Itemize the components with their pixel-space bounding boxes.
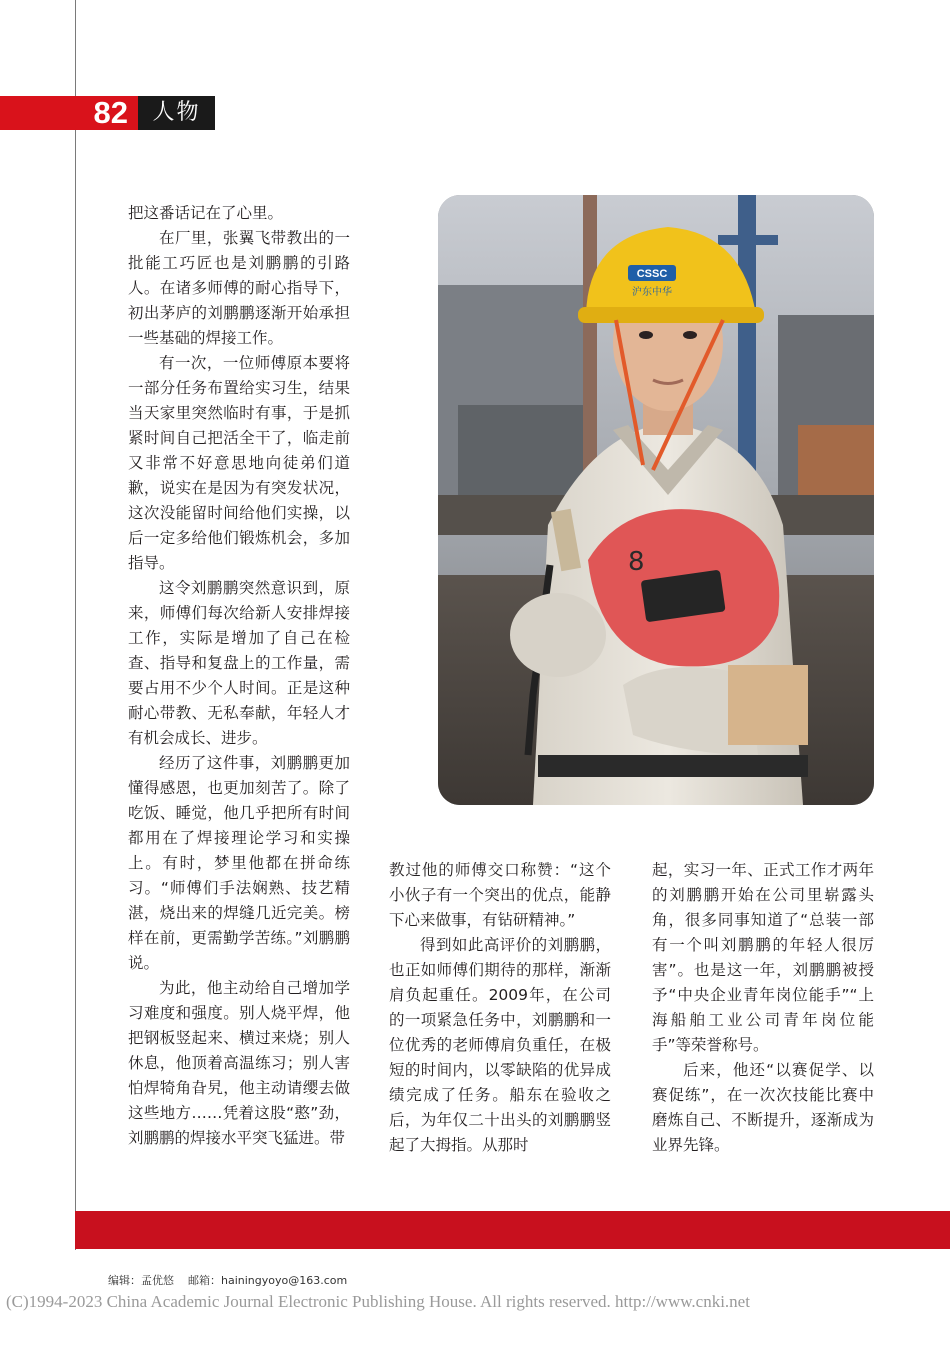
article-paragraph: 把这番话记在了心里。 xyxy=(128,204,284,222)
article-paragraph: 经历了这件事，刘鹏鹏更加懂得感恩，也更加刻苦了。除了吃饭、睡觉，他几乎把所有时间都用在了焊接理论学习和实操上。有时，梦里他都在拼命练习。“师傅们手法娴熟、技艺精湛，烧出来的焊缝几近完美。榜样在前，更需勤学苦练。”刘鹏鹏说。 xyxy=(128,754,350,972)
editor-email: 邮箱：hainingyoyo@163.com xyxy=(188,1274,348,1287)
section-title: 人物 xyxy=(138,96,215,130)
mask-number: 8 xyxy=(628,547,645,577)
article-paragraph: 后来，他还“以赛促学、以赛促练”，在一次次技能比赛中磨炼自己、不断提升，逐渐成为业界先锋。 xyxy=(652,1061,874,1154)
article-paragraph: 得到如此高评价的刘鹏鹏，也正如师傅们期待的那样，渐渐肩负起重任。2009年，在公司的一项紧急任务中，刘鹏鹏和一位优秀的老师傅肩负重任，在极短的时间内，以零缺陷的优异成绩完成了任务。船东在验收之后，为年仅二十出头的刘鹏鹏竖起了大拇指。从那时 xyxy=(389,936,611,1154)
helmet-text: 沪东中华 xyxy=(632,287,672,298)
article-paragraph: 有一次，一位师傅原本要将一部分任务布置给实习生，结果当天家里突然临时有事，于是抓紧时间自己把活全干了，临走前又非常不好意思地向徒弟们道歉，说实在是因为有突发状况，这次没能留时间给他们实操，以后一定多给他们锻炼机会，多加指导。 xyxy=(128,354,350,572)
article-paragraph: 为此，他主动给自己增加学习难度和强度。别人烧平焊，他把钢板竖起来、横过来烧；别人休息，他顶着高温练习；别人害怕焊犄角旮旯，他主动请缨去做这些地方……凭着这股“憨”劲，刘鹏鹏的焊接水平突飞猛进。带 xyxy=(128,979,350,1147)
article-paragraph: 教过他的师傅交口称赞：“这个小伙子有一个突出的优点，能静下心来做事，有钻研精神。” xyxy=(389,861,611,929)
page-number: 82 xyxy=(93,95,128,130)
article-paragraph: 这令刘鹏鹏突然意识到，原来，师傅们每次给新人安排焊接工作，实际是增加了自己在检查、指导和复盘上的工作量，需要占用不少个人时间。正是这种耐心带教、无私奉献，年轻人才有机会成长、进步。 xyxy=(128,579,350,747)
welder-portrait-photo xyxy=(438,195,874,805)
copyright-line: (C)1994-2023 China Academic Journal Electronic Publishing House. All rights reserved. http://www.cnki.net xyxy=(6,1292,750,1311)
article-paragraph: 在厂里，张翼飞带教出的一批能工巧匠也是刘鹏鹏的引路人。在诸多师傅的耐心指导下，初出茅庐的刘鹏鹏逐渐开始承担一些基础的焊接工作。 xyxy=(128,229,350,347)
article-column-2 xyxy=(389,858,611,1158)
editor-name: 编辑：孟优悠 xyxy=(108,1274,174,1287)
helmet-logo: CSSC xyxy=(636,268,668,280)
article-column-1 xyxy=(128,201,350,1151)
article-paragraph: 起，实习一年、正式工作才两年的刘鹏鹏开始在公司里崭露头角，很多同事知道了“总装一部有一个叫刘鹏鹏的年轻人很厉害”。也是这一年，刘鹏鹏被授予“中央企业青年岗位能手”“上海船舶工业公司青年岗位能手”等荣誉称号。 xyxy=(652,861,874,1054)
editor-credit xyxy=(108,1272,361,1288)
footer-bar xyxy=(75,1211,950,1249)
article-column-3 xyxy=(652,858,874,1158)
margin-rule xyxy=(75,0,76,1250)
